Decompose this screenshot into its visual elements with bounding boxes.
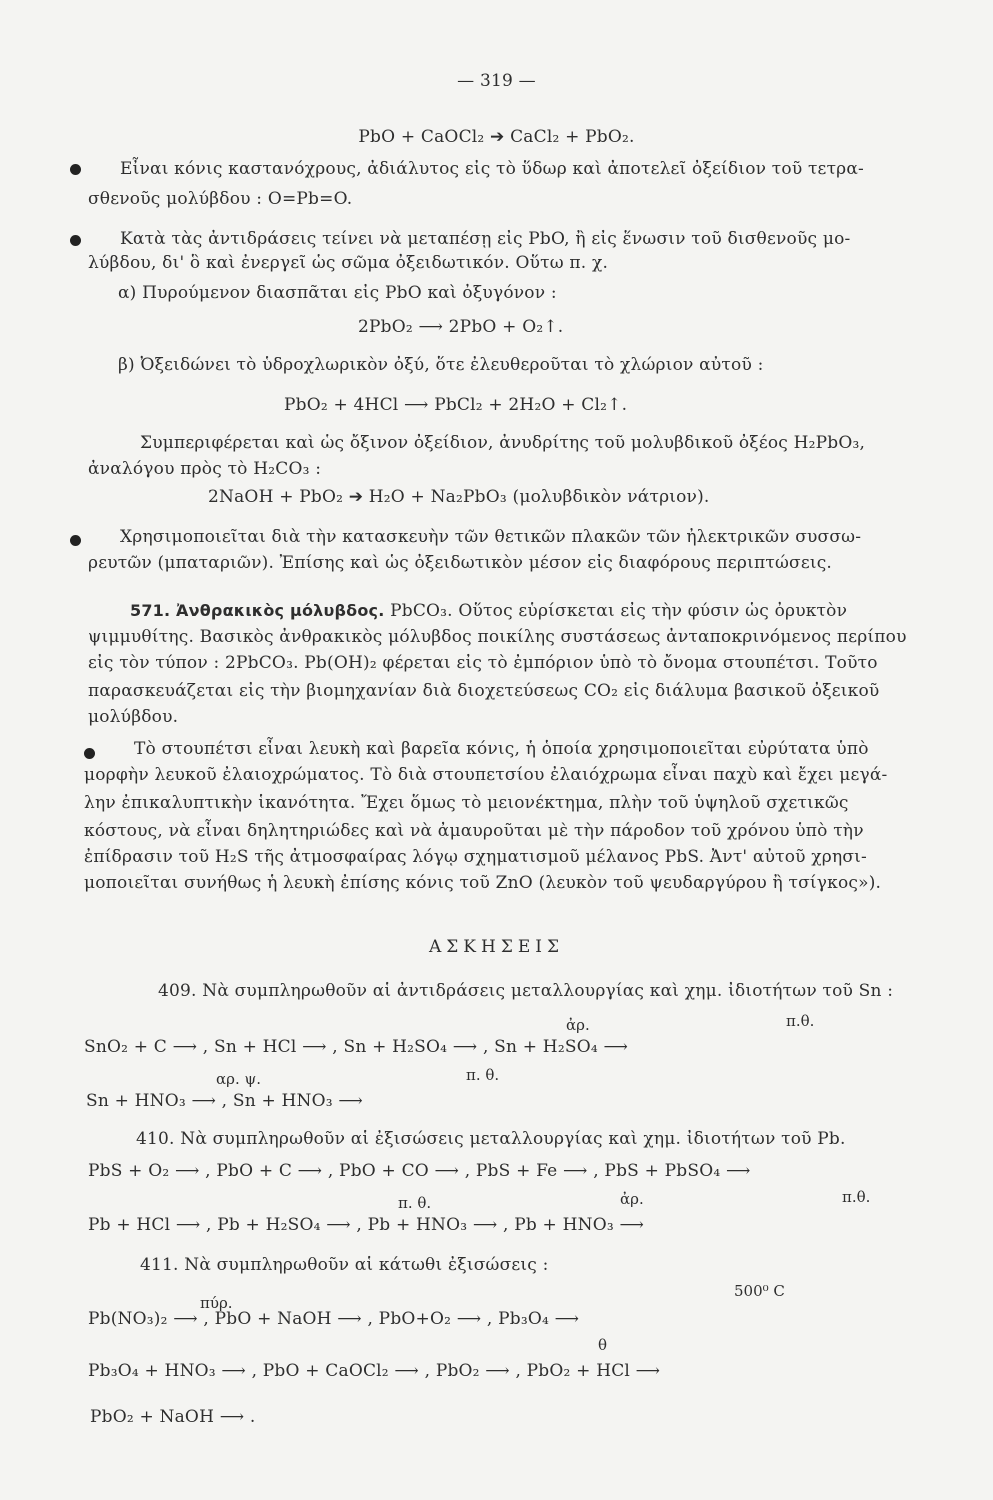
- arrow-condition: αρ. ψ.: [216, 1070, 262, 1088]
- paragraph-line: α) Πυρούμενον διασπᾶται εἰς PbO καὶ ὀξυγόνον :: [118, 283, 557, 303]
- exercise-equations: Pb + HCl ⟶ , Pb + H₂SO₄ ⟶ , Pb + HNO₃ ⟶ , Pb + HNO₃ ⟶: [88, 1215, 645, 1235]
- paragraph-line: παρασκευάζεται εἰς τὴν βιομηχανίαν διὰ διοχετεύσεως CO₂ εἰς διάλυμα βασικοῦ ὀξεικοῦ: [88, 681, 880, 701]
- paragraph-line: σθενοῦς μολύβδου : O=Pb=O.: [88, 189, 353, 209]
- paragraph-line: Συμπεριφέρεται καὶ ὡς ὄξινον ὀξείδιον, ἀνυδρίτης τοῦ μολυβδικοῦ ὀξέος H₂PbO₃,: [140, 433, 866, 453]
- arrow-condition: πύρ.: [200, 1294, 233, 1312]
- paragraph-line: Χρησιμοποιεῖται διὰ τὴν κατασκευὴν τῶν θετικῶν πλακῶν τῶν ἠλεκτρικῶν συσσω-: [120, 527, 862, 547]
- bullet-icon: [70, 235, 81, 246]
- exercise-title: 409. Νὰ συμπληρωθοῦν αἱ ἀντιδράσεις μεταλλουργίας καὶ χημ. ἰδιοτήτων τοῦ Sn :: [158, 981, 894, 1001]
- page-number: — 319 —: [457, 71, 536, 91]
- exercise-equations: PbO₂ + NaOH ⟶ .: [90, 1407, 256, 1427]
- arrow-condition: π.θ.: [842, 1188, 871, 1206]
- bullet-icon: [70, 164, 81, 175]
- exercise-title: 410. Νὰ συμπληρωθοῦν αἱ ἐξισώσεις μεταλλουργίας καὶ χημ. ἰδιοτήτων τοῦ Pb.: [136, 1129, 846, 1149]
- arrow-condition: θ: [598, 1336, 608, 1354]
- paragraph-line: μοποιεῖται συνήθως ἡ λευκὴ ἐπίσης κόνις τοῦ ZnO (λευκὸν τοῦ ψευδαργύρου ἢ τσίγκος»).: [84, 873, 882, 893]
- paragraph-line: ἀναλόγου πρὸς τὸ H₂CO₃ :: [88, 459, 322, 479]
- exercises-heading: ΑΣΚΗΣΕΙΣ: [429, 937, 564, 957]
- exercise-title: 411. Νὰ συμπληρωθοῦν αἱ κάτωθι ἐξισώσεις :: [140, 1255, 549, 1275]
- paragraph-line: λύβδου, δι' ὃ καὶ ἐνεργεῖ ὡς σῶμα ὀξειδωτικόν. Οὕτω π. χ.: [88, 253, 609, 273]
- paragraph-line: Τὸ στουπέτσι εἶναι λευκὴ καὶ βαρεῖα κόνις, ἡ ὁποία χρησιμοποιεῖται εὐρύτατα ὑπὸ: [134, 739, 869, 759]
- section-text: PbCO₃. Οὕτος εὑρίσκεται εἰς τὴν φύσιν ὡς ὀρυκτὸν: [390, 601, 848, 621]
- paragraph-line: μορφὴν λευκοῦ ἐλαιοχρώματος. Τὸ διὰ στουπετσίου ἐλαιόχρωμα εἶναι παχὺ καὶ ἔχει μεγά-: [84, 765, 888, 785]
- equation-line: 2NaOH + PbO₂ ➔ H₂O + Na₂PbO₃ (μολυβδικὸν νάτριον).: [208, 487, 710, 507]
- paragraph-line: Εἶναι κόνις καστανόχρους, ἀδιάλυτος εἰς τὸ ὕδωρ καὶ ἀποτελεῖ ὀξείδιον τοῦ τετρα-: [120, 159, 864, 179]
- paragraph-line: Κατὰ τὰς ἀντιδράσεις τείνει νὰ μεταπέσῃ εἰς PbO, ἢ εἰς ἕνωσιν τοῦ δισθενοῦς μο-: [120, 229, 851, 249]
- exercise-equations: Pb₃O₄ + HNO₃ ⟶ , PbO + CaOCl₂ ⟶ , PbO₂ ⟶ , PbO₂ + HCl ⟶: [88, 1361, 661, 1381]
- bullet-icon: [70, 535, 81, 546]
- paragraph-line: κόστους, νὰ εἶναι δηλητηριώδες καὶ νὰ ἀμαυροῦται μὲ τὴν πάροδον τοῦ χρόνου ὑπὸ τὴν: [84, 821, 864, 841]
- arrow-condition: π. θ.: [398, 1194, 432, 1212]
- paragraph-line: ἐπίδρασιν τοῦ H₂S τῆς ἀτμοσφαίρας λόγῳ σχηματισμοῦ μέλανος PbS. Ἀντ' αὐτοῦ χρησι-: [84, 847, 867, 867]
- arrow-condition: π. θ.: [466, 1066, 500, 1084]
- equation-line: PbO + CaOCl₂ ➔ CaCl₂ + PbO₂.: [358, 127, 635, 147]
- exercise-equations: Pb(NO₃)₂ ⟶ , PbO + NaOH ⟶ , PbO+O₂ ⟶ , Pb₃O₄ ⟶: [88, 1309, 580, 1329]
- paragraph-line: β) Ὀξειδώνει τὸ ὑδροχλωρικὸν ὀξύ, ὅτε ἐλευθεροῦται τὸ χλώριον αὐτοῦ :: [118, 355, 764, 375]
- exercise-equations: SnO₂ + C ⟶ , Sn + HCl ⟶ , Sn + H₂SO₄ ⟶ , Sn + H₂SO₄ ⟶: [84, 1037, 629, 1057]
- paragraph-line: λην ἐπικαλυπτικὴν ἱκανότητα. Ἔχει ὅμως τὸ μειονέκτημα, πλὴν τοῦ ὑψηλοῦ σχετικῶς: [84, 793, 849, 813]
- paragraph-line: ψιμμυθίτης. Βασικὸς ἀνθρακικὸς μόλυβδος ποικίλης συστάσεως ἀνταποκρινόμενος περίπου: [88, 627, 907, 647]
- paragraph-line: εἰς τὸν τύπον : 2PbCO₃. Pb(OH)₂ φέρεται εἰς τὸ ἐμπόριον ὑπὸ τὸ ὄνομα στουπέτσι. Τοῦτο: [88, 653, 878, 673]
- exercise-equations: PbS + O₂ ⟶ , PbO + C ⟶ , PbO + CO ⟶ , PbS + Fe ⟶ , PbS + PbSO₄ ⟶: [88, 1161, 751, 1181]
- exercise-equations: Sn + HNO₃ ⟶ , Sn + HNO₃ ⟶: [86, 1091, 363, 1111]
- section-line: [130, 600, 847, 622]
- section-title: 571. Ἀνθρακικὸς μόλυβδος.: [130, 601, 385, 620]
- arrow-condition: ἀρ.: [566, 1016, 590, 1034]
- paragraph-line: μολύβδου.: [88, 707, 179, 727]
- arrow-condition: π.θ.: [786, 1012, 815, 1030]
- equation-line: 2PbO₂ ⟶ 2PbO + O₂↑.: [358, 317, 564, 337]
- paragraph-line: ρευτῶν (μπαταριῶν). Ἐπίσης καὶ ὡς ὀξειδωτικὸν μέσον εἰς διαφόρους περιπτώσεις.: [88, 553, 833, 573]
- bullet-icon: [84, 748, 95, 759]
- arrow-condition: 500⁰ C: [734, 1282, 785, 1300]
- equation-line: PbO₂ + 4HCl ⟶ PbCl₂ + 2H₂O + Cl₂↑.: [284, 395, 628, 415]
- arrow-condition: ἀρ.: [620, 1190, 644, 1208]
